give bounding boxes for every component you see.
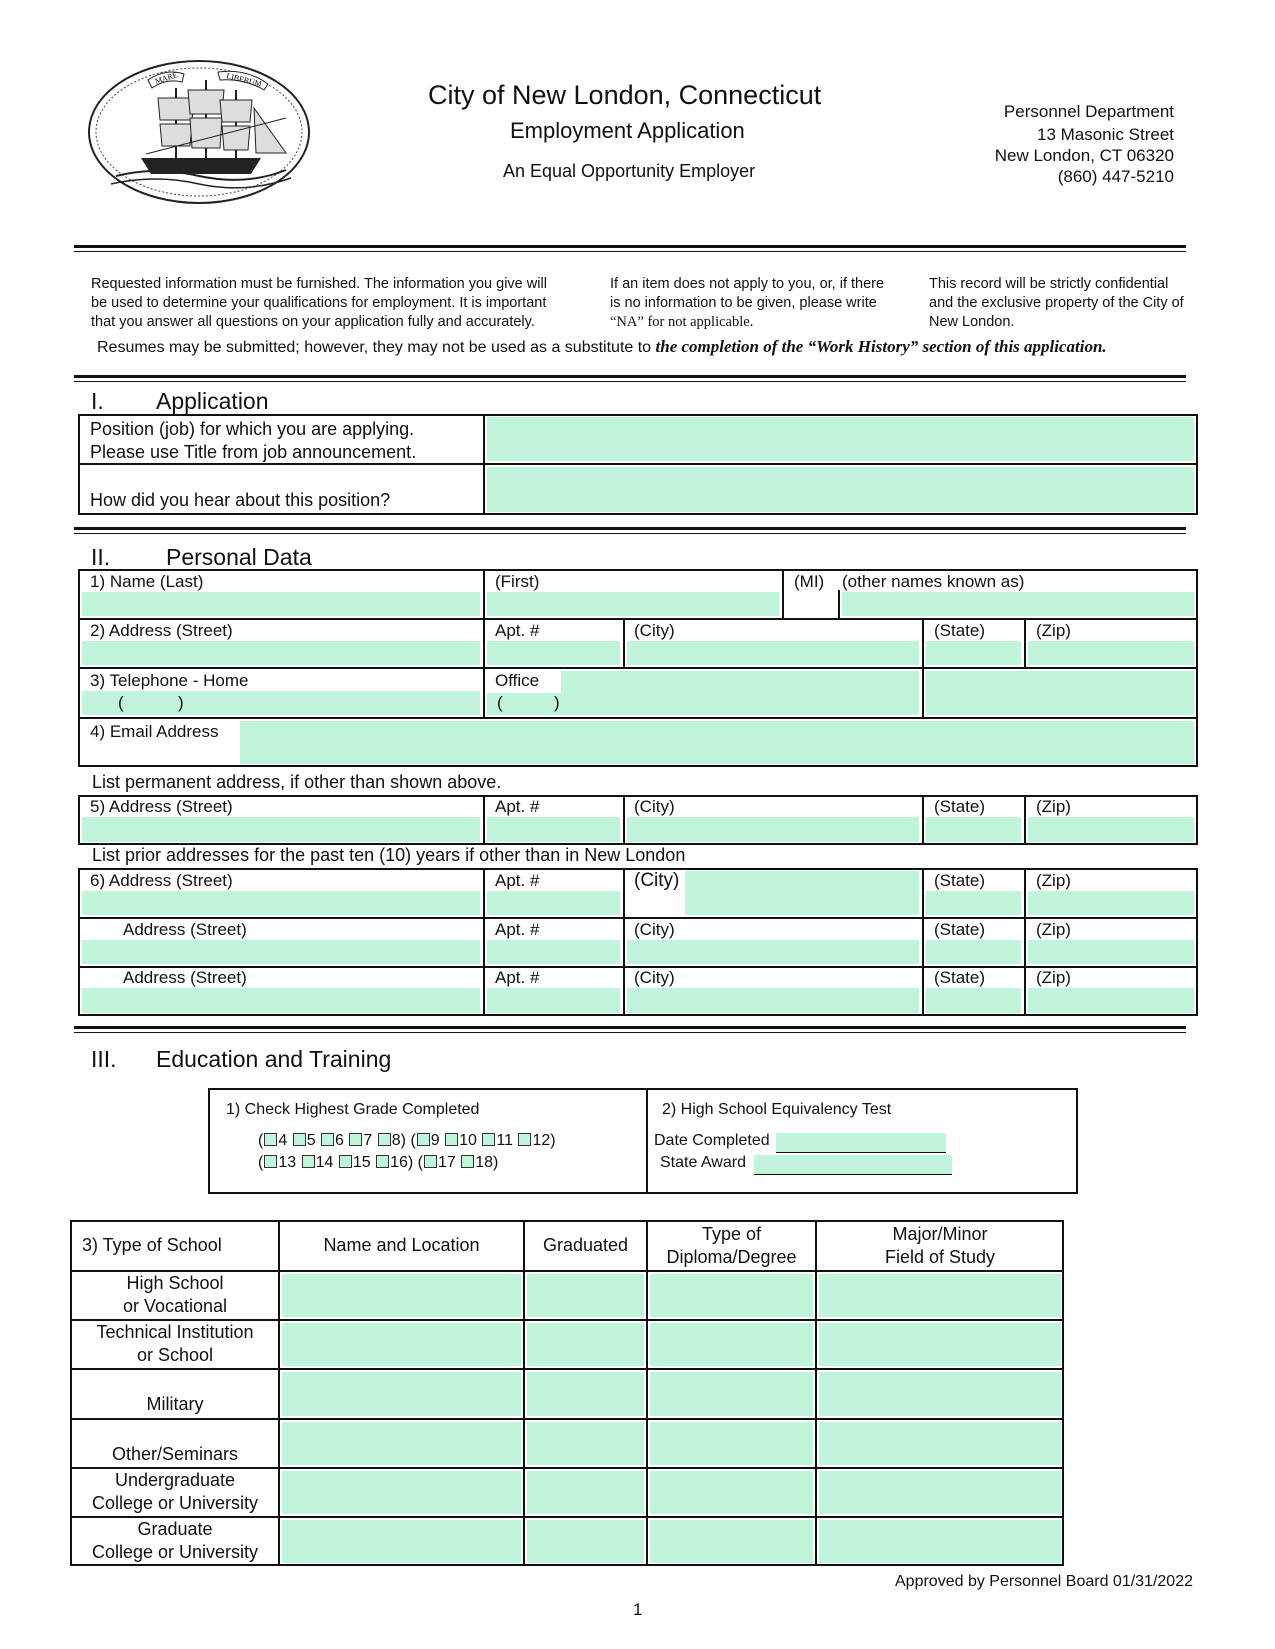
zip-input[interactable] xyxy=(1028,641,1194,665)
prior-zip-input[interactable] xyxy=(1028,988,1194,1013)
resume-note: Resumes may be submitted; however, they may not be used as a substitute to the completion of the “Work History” section of this application. xyxy=(97,337,1107,356)
seal-text-mare: MARE xyxy=(153,70,179,86)
perm-apt-label: Apt. # xyxy=(495,797,540,816)
prior-state-label: (State) xyxy=(934,920,986,939)
state-award-label: State Award xyxy=(660,1154,746,1171)
tel-home-label: 3) Telephone - Home xyxy=(90,671,249,690)
apt-label: Apt. # xyxy=(495,621,540,640)
address-street-input[interactable] xyxy=(82,641,480,665)
edu-cell-input[interactable] xyxy=(527,1323,644,1366)
prior-address-note: List prior addresses for the past ten (10) years if other than in New London xyxy=(92,845,686,865)
prior-address-label: Address (Street) xyxy=(123,920,247,939)
grade-row-1: ( 4 5 6 7 8) ( 9 10 11 12) xyxy=(258,1132,556,1149)
edu-row-label: Military xyxy=(146,1394,204,1414)
edu-cell-input[interactable] xyxy=(527,1274,644,1317)
perm-zip-input[interactable] xyxy=(1028,817,1194,842)
perm-address-note: List permanent address, if other than shown above. xyxy=(92,772,502,792)
edu-cell-input[interactable] xyxy=(819,1422,1061,1465)
edu-cell-input[interactable] xyxy=(527,1422,644,1465)
prior-city-label: (City) xyxy=(634,968,675,987)
office-label: Office xyxy=(495,671,540,690)
edu-header-graduated: Graduated xyxy=(542,1235,629,1255)
prior-city-input[interactable] xyxy=(685,871,919,915)
edu-cell-input[interactable] xyxy=(527,1372,644,1416)
email-input[interactable] xyxy=(240,721,1194,764)
intro-col-1: Requested information must be furnished. The information you give will be used to determine your qualifications for employment. It is important that you answer all questions on your application fully and accurately. xyxy=(91,276,547,330)
section-3-number: III. xyxy=(91,1046,117,1072)
perm-address-label: 5) Address (Street) xyxy=(90,797,233,816)
prior-apt-label: Apt. # xyxy=(495,968,540,987)
prior-state-label: (State) xyxy=(934,968,986,987)
edu-cell-input[interactable] xyxy=(819,1372,1061,1416)
grade-checkbox[interactable] xyxy=(424,1155,437,1168)
edu-cell-input[interactable] xyxy=(650,1323,813,1366)
tagline: An Equal Opportunity Employer xyxy=(503,161,756,181)
prior-address-label: Address (Street) xyxy=(123,968,247,987)
grade-checkbox[interactable] xyxy=(417,1133,430,1146)
edu-cell-input[interactable] xyxy=(650,1520,813,1563)
prior-zip-input[interactable] xyxy=(1028,891,1194,915)
grade-checkbox[interactable] xyxy=(264,1133,277,1146)
first-input[interactable] xyxy=(487,592,779,616)
date-completed-input[interactable] xyxy=(776,1133,946,1153)
grade-checkbox[interactable] xyxy=(302,1155,315,1168)
section-2-title: Personal Data xyxy=(166,544,312,570)
grade-row-2: ( 13 14 15 16) ( 17 18) xyxy=(258,1154,499,1171)
edu-cell-input[interactable] xyxy=(282,1471,521,1514)
grade-checkbox[interactable] xyxy=(339,1155,352,1168)
edu-cell-input[interactable] xyxy=(819,1520,1061,1563)
edu-cell-input[interactable] xyxy=(282,1323,521,1366)
edu-cell-input[interactable] xyxy=(282,1422,521,1465)
edu-cell-input[interactable] xyxy=(650,1471,813,1514)
first-label: (First) xyxy=(495,572,540,591)
edu-header-major: Major/Minor Field of Study xyxy=(884,1224,996,1267)
edu-row-label: Technical Institution or School xyxy=(96,1322,254,1365)
edu-header-type: 3) Type of School xyxy=(82,1235,222,1255)
prior-zip-input[interactable] xyxy=(1028,940,1194,964)
position-label: Position (job) for which you are applying. Please use Title from job announcement. xyxy=(90,419,417,462)
edu-row-label: Undergraduate College or University xyxy=(91,1470,259,1513)
office-paren-open: ( xyxy=(497,693,503,712)
prior-apt-input[interactable] xyxy=(487,891,620,915)
section-1-title: Application xyxy=(156,388,269,414)
edu-row-label: High School or Vocational xyxy=(122,1273,228,1316)
prior-zip-label: (Zip) xyxy=(1036,871,1071,890)
grade-question: 1) Check Highest Grade Completed xyxy=(226,1101,480,1118)
prior-apt-input[interactable] xyxy=(487,940,620,964)
edu-cell-input[interactable] xyxy=(527,1520,644,1563)
name-last-label: 1) Name (Last) xyxy=(90,572,204,591)
mi-label: (MI) xyxy=(794,572,825,591)
state-award-input[interactable] xyxy=(754,1155,952,1175)
edu-cell-input[interactable] xyxy=(527,1471,644,1514)
prior-city-label: (City) xyxy=(634,870,680,891)
edu-cell-input[interactable] xyxy=(819,1323,1061,1366)
position-input[interactable] xyxy=(487,417,1194,461)
approved-note: Approved by Personnel Board 01/31/2022 xyxy=(895,1573,1193,1590)
prior-state-input[interactable] xyxy=(926,891,1021,915)
section-1-number: I. xyxy=(91,388,104,414)
tel-home-paren-close: ) xyxy=(178,693,184,712)
grade-checkbox[interactable] xyxy=(518,1133,531,1146)
perm-apt-input[interactable] xyxy=(487,817,620,842)
page-number: 1 xyxy=(633,1600,643,1619)
edu-cell-input[interactable] xyxy=(282,1372,521,1416)
grade-checkbox[interactable] xyxy=(482,1133,495,1146)
edu-cell-input[interactable] xyxy=(819,1471,1061,1514)
perm-city-label: (City) xyxy=(634,797,675,816)
grade-checkbox[interactable] xyxy=(349,1133,362,1146)
grade-checkbox[interactable] xyxy=(293,1133,306,1146)
email-label: 4) Email Address xyxy=(90,722,219,741)
state-label: (State) xyxy=(934,621,986,640)
prior-city-label: (City) xyxy=(634,920,675,939)
perm-address-input[interactable] xyxy=(82,817,480,842)
page-title: City of New London, Connecticut xyxy=(428,80,822,110)
phone-extra-input[interactable] xyxy=(926,671,1194,715)
divider xyxy=(74,245,1186,252)
prior-apt-input[interactable] xyxy=(487,988,620,1013)
dept-street: 13 Masonic Street xyxy=(1036,125,1174,144)
grade-checkbox[interactable] xyxy=(376,1155,389,1168)
prior-address-input[interactable] xyxy=(82,940,480,964)
divider xyxy=(74,1026,1186,1033)
prior-address-input[interactable] xyxy=(82,988,480,1013)
date-completed-label: Date Completed xyxy=(654,1132,770,1149)
prior-apt-label: Apt. # xyxy=(495,871,540,890)
dept-city: New London, CT 06320 xyxy=(994,146,1174,165)
edu-cell-input[interactable] xyxy=(819,1274,1061,1317)
section-2-number: II. xyxy=(91,544,111,570)
prior-state-input[interactable] xyxy=(926,940,1021,964)
edu-cell-input[interactable] xyxy=(650,1422,813,1465)
address-label: 2) Address (Street) xyxy=(90,621,233,640)
seal-text-liberum: LIBERUM xyxy=(225,71,263,89)
prior-address-label: 6) Address (Street) xyxy=(90,871,233,890)
dept-name: Personnel Department xyxy=(1003,102,1174,121)
dept-phone: (860) 447-5210 xyxy=(1057,167,1174,186)
perm-city-input[interactable] xyxy=(627,817,919,842)
perm-state-input[interactable] xyxy=(926,817,1021,842)
edu-cell-input[interactable] xyxy=(282,1520,521,1563)
grade-checkbox[interactable] xyxy=(264,1155,277,1168)
edu-cell-input[interactable] xyxy=(650,1372,813,1416)
divider xyxy=(74,375,1186,382)
city-input[interactable] xyxy=(627,641,919,665)
edu-header-diploma: Type of Diploma/Degree xyxy=(666,1224,797,1267)
heard-input[interactable] xyxy=(487,467,1194,512)
prior-state-input[interactable] xyxy=(926,988,1021,1013)
heard-label: How did you hear about this position? xyxy=(90,490,391,510)
prior-address-input[interactable] xyxy=(82,891,480,915)
office-paren-close: ) xyxy=(554,693,560,712)
perm-state-label: (State) xyxy=(934,797,986,816)
city-seal xyxy=(86,58,312,206)
state-input[interactable] xyxy=(926,641,1021,665)
intro-col-2: If an item does not apply to you, or, if there is no information to be given, please write “NA” for not applicable. xyxy=(610,276,885,330)
grade-checkbox[interactable] xyxy=(321,1133,334,1146)
apt-input[interactable] xyxy=(487,641,620,665)
edu-row-label: Graduate College or University xyxy=(91,1519,259,1562)
other-names-input[interactable] xyxy=(842,592,1194,616)
edu-header-name: Name and Location xyxy=(323,1235,480,1255)
page-subtitle: Employment Application xyxy=(510,118,745,143)
prior-zip-label: (Zip) xyxy=(1036,968,1071,987)
name-last-input[interactable] xyxy=(82,592,480,616)
prior-apt-label: Apt. # xyxy=(495,920,540,939)
tel-home-paren-open: ( xyxy=(118,693,124,712)
section-3-title: Education and Training xyxy=(156,1046,392,1072)
city-label: (City) xyxy=(634,621,675,640)
equivalency-question: 2) High School Equivalency Test xyxy=(662,1101,892,1118)
zip-label: (Zip) xyxy=(1036,621,1071,640)
grade-checkbox[interactable] xyxy=(461,1155,474,1168)
prior-zip-label: (Zip) xyxy=(1036,920,1071,939)
divider xyxy=(74,527,1186,534)
edu-row-label: Other/Seminars xyxy=(111,1444,239,1464)
grade-checkbox[interactable] xyxy=(378,1133,391,1146)
edu-cell-input[interactable] xyxy=(282,1274,521,1317)
tel-home-input[interactable] xyxy=(82,691,480,715)
office-input[interactable] xyxy=(561,671,919,715)
prior-city-input[interactable] xyxy=(627,940,919,964)
intro-col-3: This record will be strictly confidential and the exclusive property of the City of New London. xyxy=(929,276,1184,330)
prior-state-label: (State) xyxy=(934,871,986,890)
other-names-label: (other names known as) xyxy=(842,572,1025,591)
edu-cell-input[interactable] xyxy=(650,1274,813,1317)
grade-checkbox[interactable] xyxy=(445,1133,458,1146)
prior-city-input[interactable] xyxy=(627,988,919,1013)
perm-zip-label: (Zip) xyxy=(1036,797,1071,816)
